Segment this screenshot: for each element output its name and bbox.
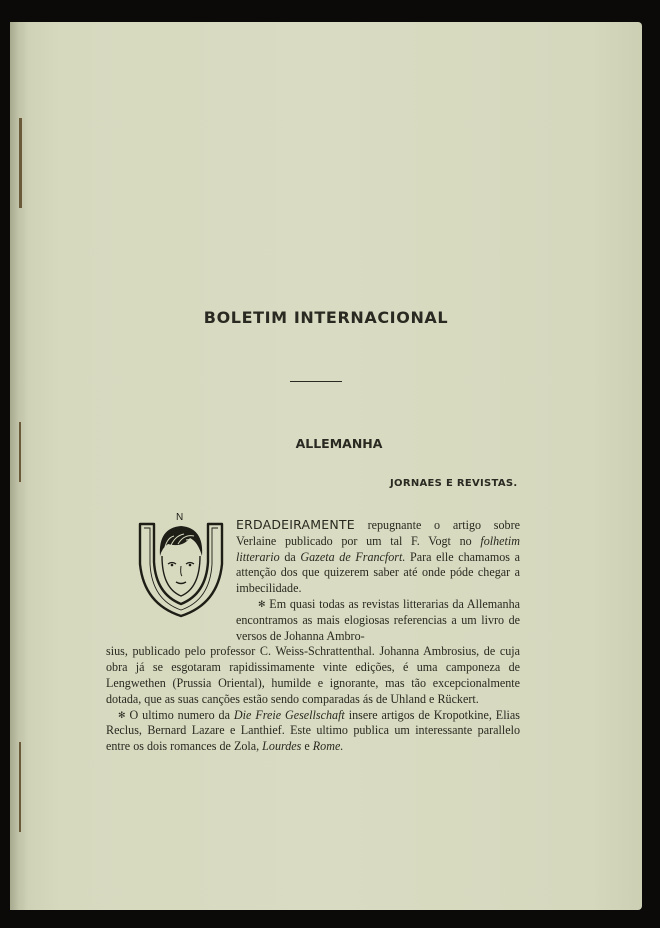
paragraph-2-intro: ✻ Em quasi todas as revistas litterarias da Allemanha encontramos as mais elogiosas referencias a um livro de versos de Johanna Ambro- — [236, 596, 520, 643]
page-title: BOLETIM INTERNACIONAL — [203, 308, 449, 327]
section-title: ALLEMANHA — [295, 436, 383, 451]
binding-mark — [19, 422, 21, 482]
page — [10, 22, 642, 910]
binding-mark — [19, 742, 21, 832]
page-gutter — [10, 22, 26, 910]
paragraph-1: ERDADEIRAMENTE repugnante o artigo sobre Verlaine publicado por um tal F. Vogt no folhetim litterario da Gazeta de Francfort. Para elle chamamos a attenção dos que quizerem saber até onde póde chegar a imbecilidade. — [236, 517, 520, 596]
binding-mark — [19, 118, 22, 208]
title-rule — [290, 381, 342, 382]
dropcap-small-letter: N — [176, 512, 184, 523]
paragraph-3: ✻ O ultimo numero da Die Freie Gesellschaft insere artigos de Kropotkine, Elias Reclus, Bernard Lazare e Lanthief. Este ultimo publica um interessante parallelo entre os dois romances de Zola, Lourdes e Rome. — [106, 707, 520, 754]
paragraph-2-rest: sius, publicado pelo professor C. Weiss-Schrattenthal. Johanna Ambrosius, de cuja obra já se esgotaram rapidissimamente vinte edições, é uma camponeza de Lengwethen (Prussia Oriental), humilde e ignorante, mas tão excepcionalmente dotada, que as suas canções estão sendo comparadas ás de Uhland e Rückert. — [106, 644, 520, 706]
subsection-title: JORNAES E REVISTAS. — [390, 478, 518, 489]
article-body — [106, 517, 520, 755]
